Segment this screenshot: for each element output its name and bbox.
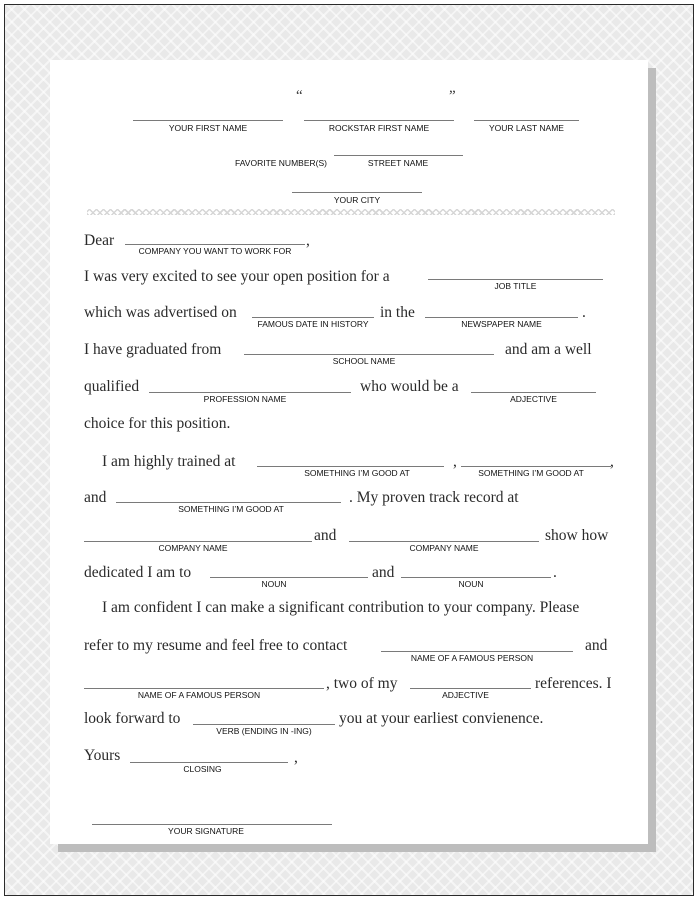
- period-2: .: [553, 564, 557, 581]
- address-line[interactable]: [334, 155, 463, 156]
- comma: ,: [306, 232, 310, 249]
- letter-line-12a: , two of my: [326, 675, 398, 692]
- skill-caption-1: SOMETHING I’M GOOD AT: [304, 468, 410, 478]
- favorite-numbers-caption: FAVORITE NUMBER(S): [235, 158, 327, 168]
- signature-caption: YOUR SIGNATURE: [168, 826, 244, 836]
- rockstar-name-line[interactable]: [304, 120, 454, 121]
- company-line-1[interactable]: [84, 541, 312, 542]
- famous-person-caption-2: NAME OF A FAMOUS PERSON: [137, 690, 261, 700]
- company-to-work-for-caption: COMPANY YOU WANT TO WORK FOR: [138, 246, 292, 256]
- skill-caption-2: SOMETHING I’M GOOD AT: [478, 468, 584, 478]
- letter-line-2a: which was advertised on: [84, 304, 237, 321]
- company-caption-2: COMPANY NAME: [409, 543, 479, 553]
- letter-line-13a: look forward to: [84, 710, 181, 727]
- closing-caption: CLOSING: [183, 764, 222, 774]
- letter-line-4a: qualified: [84, 378, 140, 395]
- famous-date-caption: FAMOUS DATE IN HISTORY: [257, 319, 369, 329]
- verb-caption: VERB (ENDING IN -ING): [216, 726, 312, 736]
- city-caption: YOUR CITY: [333, 195, 381, 205]
- letter-line-4b: who would be a: [360, 378, 459, 395]
- noun-line-1[interactable]: [210, 577, 368, 578]
- open-quote: “: [296, 88, 303, 104]
- letter-line-1: I was very excited to see your open position for a: [84, 268, 390, 285]
- zigzag-divider: [87, 209, 615, 215]
- letter-line-11: refer to my resume and feel free to contact: [84, 637, 348, 654]
- show-how: show how: [545, 527, 609, 544]
- newspaper-caption: NEWSPAPER NAME: [461, 319, 542, 329]
- comma-2: ,: [453, 453, 457, 470]
- famous-person-line-2[interactable]: [84, 688, 324, 689]
- letter-line-7: . My proven track record at: [349, 489, 519, 506]
- newspaper-line[interactable]: [425, 317, 578, 318]
- first-name-line[interactable]: [133, 120, 283, 121]
- famous-date-line[interactable]: [252, 317, 374, 318]
- city-line[interactable]: [292, 192, 422, 193]
- adjective-line-2[interactable]: [410, 688, 531, 689]
- letter-line-3a: I have graduated from: [84, 341, 222, 358]
- skill-line-2[interactable]: [461, 466, 611, 467]
- company-caption-1: COMPANY NAME: [158, 543, 228, 553]
- noun-caption-1: NOUN: [261, 579, 287, 589]
- job-title-line[interactable]: [428, 279, 603, 280]
- skill-line-3[interactable]: [116, 502, 341, 503]
- school-caption: SCHOOL NAME: [332, 356, 396, 366]
- profession-line[interactable]: [149, 392, 351, 393]
- job-title-caption: JOB TITLE: [494, 281, 537, 291]
- company-to-work-for-line[interactable]: [125, 244, 305, 245]
- first-name-caption: YOUR FIRST NAME: [168, 123, 248, 133]
- adjective-line-1[interactable]: [471, 392, 596, 393]
- letter-line-10: I am confident I can make a significant contribution to your company. Please: [102, 599, 580, 616]
- company-line-2[interactable]: [349, 541, 539, 542]
- letter-line-5: choice for this position.: [84, 415, 231, 432]
- period-1: .: [582, 304, 586, 321]
- and-4: and: [585, 637, 608, 654]
- letter-line-3b: and am a well: [505, 341, 592, 358]
- school-line[interactable]: [244, 354, 494, 355]
- noun-caption-2: NOUN: [458, 579, 484, 589]
- signature-line[interactable]: [92, 824, 332, 825]
- adjective-caption-1: ADJECTIVE: [510, 394, 557, 404]
- comma-4: ,: [294, 749, 298, 766]
- letter-line-13b: you at your earliest convienence.: [339, 710, 544, 727]
- and-1: and: [84, 489, 107, 506]
- street-name-caption: STREET NAME: [367, 158, 429, 168]
- and-2: and: [314, 527, 337, 544]
- references: references. I: [535, 675, 612, 692]
- famous-person-line-1[interactable]: [381, 651, 573, 652]
- rockstar-name-caption: ROCKSTAR FIRST NAME: [328, 123, 430, 133]
- last-name-line[interactable]: [474, 120, 579, 121]
- close-quote: ”: [449, 88, 456, 104]
- famous-person-caption-1: NAME OF A FAMOUS PERSON: [410, 653, 534, 663]
- letter-line-6: I am highly trained at: [102, 453, 236, 470]
- salutation: Dear: [84, 232, 115, 249]
- last-name-caption: YOUR LAST NAME: [489, 123, 564, 133]
- letter-line-2b: in the: [380, 304, 415, 321]
- letter-line-9: dedicated I am to: [84, 564, 192, 581]
- skill-caption-3: SOMETHING I’M GOOD AT: [178, 504, 284, 514]
- and-3: and: [372, 564, 395, 581]
- closing-line[interactable]: [130, 762, 288, 763]
- comma-3: ,: [610, 453, 614, 470]
- verb-line[interactable]: [193, 724, 335, 725]
- yours: Yours: [84, 747, 121, 764]
- adjective-caption-2: ADJECTIVE: [442, 690, 489, 700]
- noun-line-2[interactable]: [401, 577, 551, 578]
- profession-caption: PROFESSION NAME: [203, 394, 287, 404]
- skill-line-1[interactable]: [257, 466, 444, 467]
